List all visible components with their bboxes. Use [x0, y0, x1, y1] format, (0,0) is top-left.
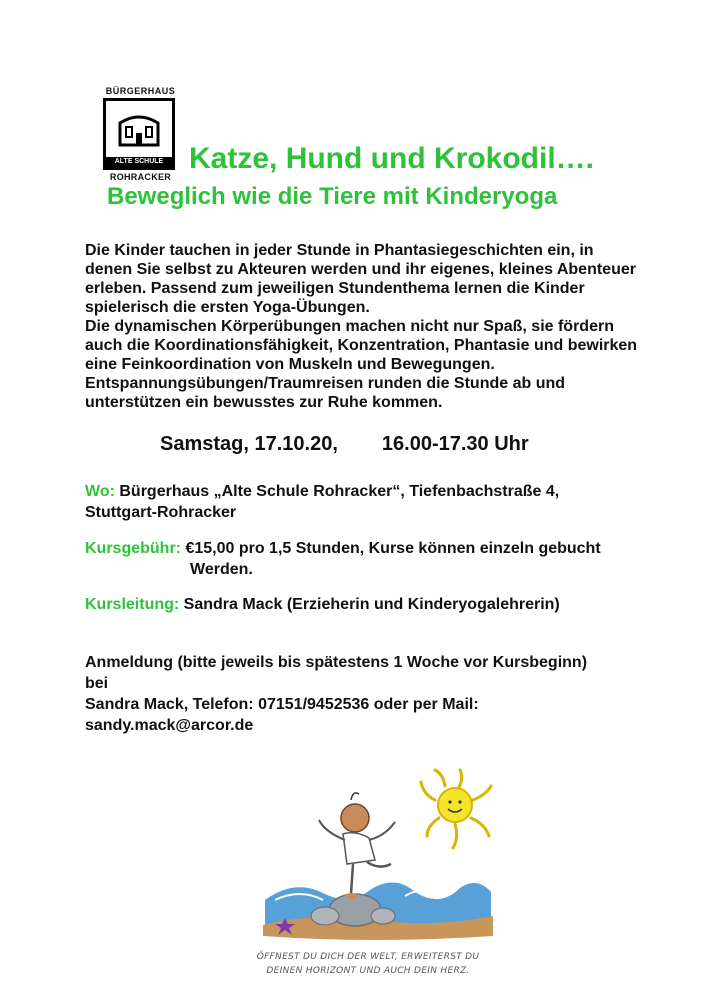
description — [85, 241, 645, 412]
location-label: Wo: — [85, 483, 115, 500]
registration-line-2: bei — [85, 675, 109, 692]
logo-frame — [103, 98, 175, 170]
registration-line-1: Anmeldung (bitte jeweils bis spätestens 1 Woche vor Kursbeginn) — [85, 654, 588, 671]
caption-line-2: DEINEN HORIZONT UND AUCH DEIN HERZ. — [266, 966, 470, 976]
child-figure — [319, 793, 395, 899]
sun-icon — [421, 770, 491, 848]
location-line-1: Bürgerhaus „Alte Schule Rohracker“, Tiefenbachstraße 4, — [119, 483, 560, 500]
page-subtitle: Beweglich wie die Tiere mit Kinderyoga — [107, 183, 558, 210]
fee-line-2: Werden. — [190, 561, 253, 578]
logo-inner-text: ALTE SCHULE — [106, 157, 172, 167]
lead-text: Sandra Mack (Erzieherin und Kinderyogalehrerin) — [183, 596, 560, 613]
registration-info — [85, 652, 645, 736]
event-datetime — [160, 433, 529, 456]
fee-line-1: €15,00 pro 1,5 Stunden, Kurse können einzeln gebucht — [185, 540, 601, 557]
location-info — [85, 481, 645, 523]
page-title: Katze, Hund und Krokodil…. — [189, 142, 594, 175]
fee-label: Kursgebühr: — [85, 540, 181, 557]
registration-email: sandy.mack@arcor.de — [85, 717, 254, 734]
event-time: 16.00-17.30 Uhr — [381, 433, 529, 455]
yoga-illustration — [255, 760, 495, 950]
lead-label: Kursleitung: — [85, 596, 180, 613]
description-paragraph-2: Die dynamischen Körperübungen machen nicht nur Spaß, sie fördern auch die Koordinationsfähigkeit, Konzentration, Phantasie und bewirken eine Feinkoordination von Muskeln und Bewegungen. Entspannungsübungen/Traumreisen runden die Stunde ab und unterstützen ein bewusstes zur Ruhe kommen. — [85, 318, 638, 411]
logo-top-text: BÜRGERHAUS — [105, 86, 176, 96]
registration-line-3: Sandra Mack, Telefon: 07151/9452536 oder per Mail: — [85, 696, 479, 713]
logo-bottom-text: ROHRACKER — [109, 172, 172, 182]
event-date: Samstag, 17.10.20, — [160, 433, 338, 455]
caption-line-1: ÖFFNEST DU DICH DER WELT, ERWEITERST DU — [256, 952, 480, 962]
description-paragraph-1: Die Kinder tauchen in jeder Stunde in Phantasiegeschichten ein, in denen Sie selbst zu Akteuren werden und ihr eigenes, kleines Abenteuer erleben. Passend zum jeweiligen Stundenthema lernen die Kinder spielerisch die ersten Yoga-Übungen. — [85, 242, 636, 316]
fee-info — [85, 538, 645, 580]
illustration-caption — [248, 950, 488, 978]
lead-info — [85, 594, 645, 615]
location-line-2: Stuttgart-Rohracker — [85, 504, 237, 521]
buergerhaus-logo — [101, 86, 180, 182]
